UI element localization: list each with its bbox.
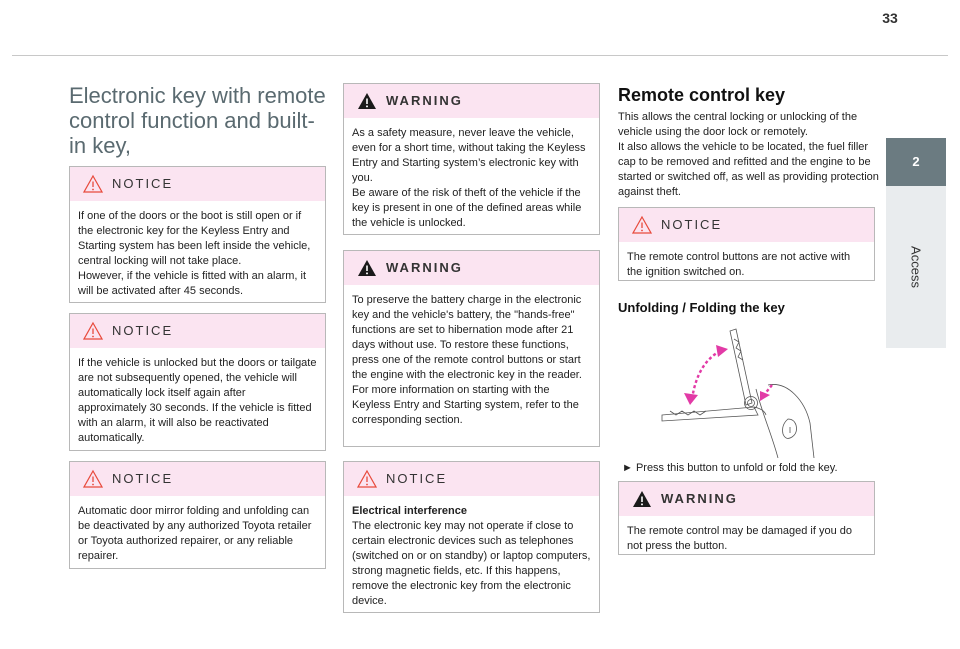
notice-header [70, 167, 325, 201]
caution-outline-icon [83, 174, 103, 194]
warning-label: WARNING [661, 491, 738, 506]
warning-triangle-icon [357, 258, 377, 278]
notice-box-interference [343, 461, 600, 613]
instruction-text: ► Press this button to unfold or fold the key. [622, 462, 838, 474]
warning-text: The remote control may be damaged if you do not press the button. [627, 525, 853, 552]
notice-header [619, 208, 874, 242]
notice-label: NOTICE [661, 217, 723, 232]
caution-outline-icon [83, 321, 103, 341]
notice-text: The electronic key may not operate if close to certain electronic devices such as telephones (switched on or on standby) or laptop computers, strong magnetic fields, etc. If this happens, remove the electronic key from the electronic device. [352, 520, 591, 607]
notice-box-2 [69, 313, 326, 451]
page-title: Electronic key with remote control function and built-in key, [69, 83, 326, 158]
key-fold-illustration [660, 323, 830, 458]
chapter-label: Access [908, 246, 924, 288]
notice-text: If the vehicle is unlocked but the doors or tailgate are not subsequently opened, the vehicle will automatically lock itself again after approximately 30 seconds. If the vehicle is fitted with an alarm, it will also be reactivated automatically. [78, 357, 317, 444]
warning-header [344, 84, 599, 118]
warning-header [344, 251, 599, 285]
notice-header [70, 314, 325, 348]
chapter-tab[interactable] [886, 138, 946, 348]
notice-label: NOTICE [112, 176, 174, 191]
chapter-number: 2 [886, 138, 946, 186]
warning-box-remote [618, 481, 875, 555]
caution-outline-icon [357, 469, 377, 489]
warning-header [619, 482, 874, 516]
warning-triangle-icon [632, 489, 652, 509]
warning-text: To preserve the battery charge in the electronic key and the vehicle's battery, the "hands-free" functions are set to hibernation mode after 21 days without use. To restore these functions, press one of the remote control buttons or start the engine with the electronic key in the reader. For more information on starting with the Keyless Entry and Starting system, refer to the corresponding section. [352, 294, 582, 426]
section-title: Remote control key [618, 85, 786, 105]
caution-outline-icon [632, 215, 652, 235]
page-number: 33 [882, 10, 898, 26]
notice-header [70, 462, 325, 496]
header-divider [12, 55, 948, 56]
notice-box-remote [618, 207, 875, 281]
notice-text: Automatic door mirror folding and unfolding can be deactivated by any authorized Toyota retailer or Toyota authorized repairer, or any reliable repairer. [78, 505, 312, 562]
notice-label: NOTICE [112, 471, 174, 486]
warning-text: As a safety measure, never leave the vehicle, even for a short time, without taking the Keyless Entry and Starting system’s electronic key with you. Be aware of the risk of theft of the vehicle if the key is present in one of the defined areas while the vehicle is unlocked. [352, 127, 586, 229]
warning-box-1 [343, 83, 600, 235]
notice-box-1 [69, 166, 326, 303]
notice-body [344, 496, 599, 617]
notice-heading: Electrical interference [352, 505, 467, 517]
warning-label: WARNING [386, 260, 463, 275]
warning-label: WARNING [386, 93, 463, 108]
warning-triangle-icon [357, 91, 377, 111]
chapter-label-band [886, 186, 946, 348]
notice-text: If one of the doors or the boot is still open or if the electronic key for the Keyless Entry and Starting system has been left inside the vehicle, central locking will not take place. However, if the vehicle is fitted with an alarm, it will be activated after 45 seconds. [78, 210, 311, 297]
notice-label: NOTICE [112, 323, 174, 338]
caution-outline-icon [83, 469, 103, 489]
section-intro: This allows the central locking or unlocking of the vehicle using the door lock or remotely. It also allows the vehicle to be located, the fuel filler cap to be removed and refitted and the engine to be started or switched off, as well as providing protection against theft. [618, 111, 879, 198]
notice-text: The remote control buttons are not active with the ignition switched on. [627, 251, 851, 278]
warning-box-2 [343, 250, 600, 447]
notice-header [344, 462, 599, 496]
subsection-title: Unfolding / Folding the key [618, 300, 785, 315]
notice-box-3 [69, 461, 326, 569]
notice-label: NOTICE [386, 471, 448, 486]
